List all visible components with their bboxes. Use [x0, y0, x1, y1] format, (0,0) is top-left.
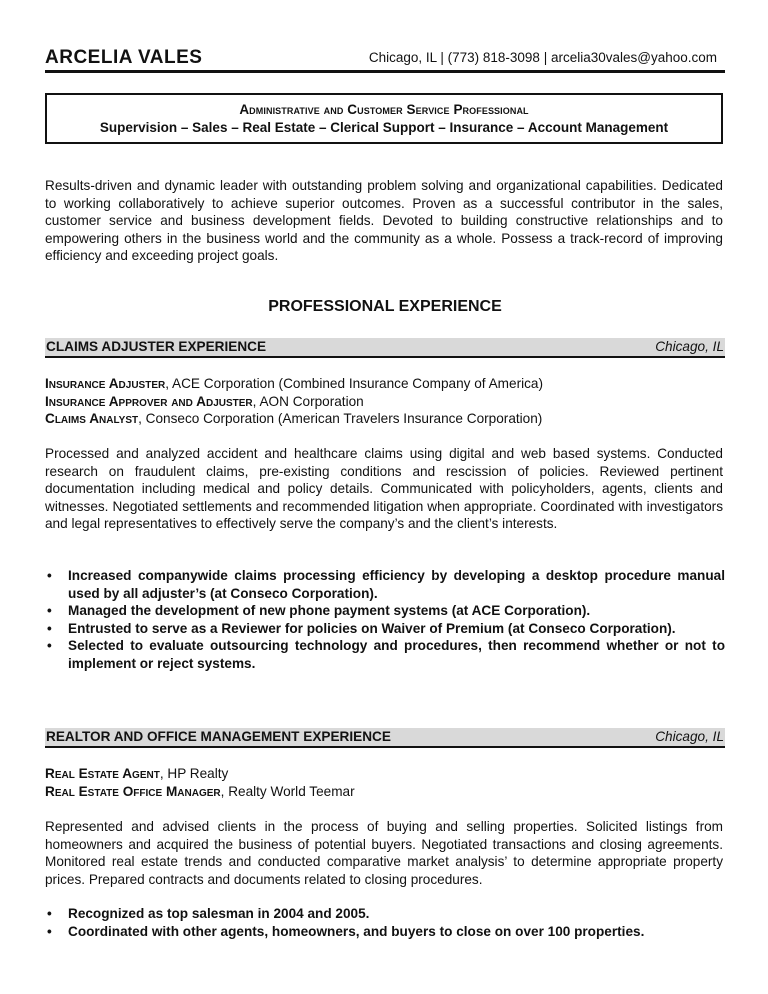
role-org: , Realty World Teemar: [220, 783, 355, 799]
role-title: Claims Analyst: [45, 411, 139, 426]
list-item: [45, 620, 725, 638]
section-description: Represented and advised clients in the process of buying and selling properties. Solicited listings from homeowners and acquired the business of potential buyers. Negotiated transactions and closing agreements. Monitored real estate trends and conducted comparative market analysis’ to determine appropriate property prices. Prepared contracts and documents related to closing procedures.: [45, 819, 723, 887]
achievement-text: Increased companywide claims processing efficiency by developing a desktop procedure manual used by all adjuster’s (at Conseco Corporation).: [68, 568, 725, 601]
list-item: [45, 637, 725, 672]
role-line: [45, 375, 725, 393]
bullet-icon: •: [47, 638, 52, 653]
achievement-text: Coordinated with other agents, homeowners, and buyers to close on over 100 properties.: [68, 923, 645, 939]
role-line: [45, 410, 725, 428]
role-title: Real Estate Office Manager: [45, 783, 221, 799]
section-description: Processed and analyzed accident and healthcare claims using digital and web based systems. Conducted research on fraudulent claims, pre-existing conditions and rescission of policies. Reviewed pertinent documentation including medical and policy details. Communicated with policyholders, agents, clients and witnesses. Negotiated settlements and recommended litigation when appropriate. Coordinated with investigators and legal representatives to effectively serve the company’s and the client’s interests.: [45, 446, 723, 531]
achievement-list: [45, 905, 725, 940]
bullet-icon: •: [47, 906, 52, 921]
role-org: , HP Realty: [159, 766, 229, 781]
achievement-text: Selected to evaluate outsourcing technology and procedures, then recommend whether or not to implement or reject systems.: [68, 638, 725, 671]
role-title: Insurance Adjuster: [45, 376, 166, 391]
role-org: , AON Corporation: [252, 393, 364, 409]
list-item: [45, 905, 725, 923]
resume-header: [45, 46, 725, 73]
candidate-name: ARCELIA VALES: [45, 47, 203, 68]
bullet-icon: •: [47, 620, 52, 636]
role-title: Insurance Approver and Adjuster: [45, 393, 253, 409]
list-item: [45, 602, 725, 620]
achievement-list: [45, 567, 725, 672]
section-band-claims: [45, 338, 725, 358]
role-line: [45, 783, 725, 801]
section-heading: CLAIMS ADJUSTER EXPERIENCE: [46, 339, 267, 354]
role-list: [45, 375, 725, 428]
section-location: Chicago, IL: [655, 339, 724, 354]
bullet-icon: •: [47, 603, 52, 618]
achievement-text: Entrusted to serve as a Reviewer for policies on Waiver of Premium (at Conseco Corporation).: [68, 620, 676, 636]
bullet-icon: •: [47, 923, 52, 939]
role-title: Real Estate Agent: [45, 766, 160, 781]
role-list: [45, 765, 725, 800]
professional-title: Administrative and Customer Service Professional: [239, 102, 529, 117]
role-org: , ACE Corporation (Combined Insurance Company of America): [165, 376, 543, 391]
summary-paragraph: Results-driven and dynamic leader with outstanding problem solving and organizational capabilities. Dedicated to working collaboratively to achieve superior outcomes. Proven as a successful contributor in the sales, customer service and business development fields. Devoted to building constructive relationships and to empowering others in the business world and the community as a whole. Possess a track-record of improving efficiency and exceeding project goals.: [45, 178, 723, 263]
role-line: [45, 765, 725, 783]
achievement-text: Recognized as top salesman in 2004 and 2005.: [68, 906, 370, 921]
role-org: , Conseco Corporation (American Travelers Insurance Corporation): [138, 411, 543, 426]
contact-info: Chicago, IL | (773) 818-3098 | arcelia30vales@yahoo.com: [368, 50, 717, 65]
role-line: [45, 393, 725, 411]
section-band-realtor: [45, 728, 725, 748]
list-item: [45, 923, 725, 941]
section-location: Chicago, IL: [655, 729, 724, 744]
list-item: [45, 567, 725, 602]
skills-line: Supervision – Sales – Real Estate – Clerical Support – Insurance – Account Management: [99, 120, 669, 135]
experience-heading: PROFESSIONAL EXPERIENCE: [268, 298, 502, 315]
bullet-icon: •: [47, 568, 52, 583]
achievement-text: Managed the development of new phone payment systems (at ACE Corporation).: [68, 603, 591, 618]
professional-title-box: [45, 93, 723, 144]
section-heading: REALTOR AND OFFICE MANAGEMENT EXPERIENCE: [46, 729, 391, 744]
